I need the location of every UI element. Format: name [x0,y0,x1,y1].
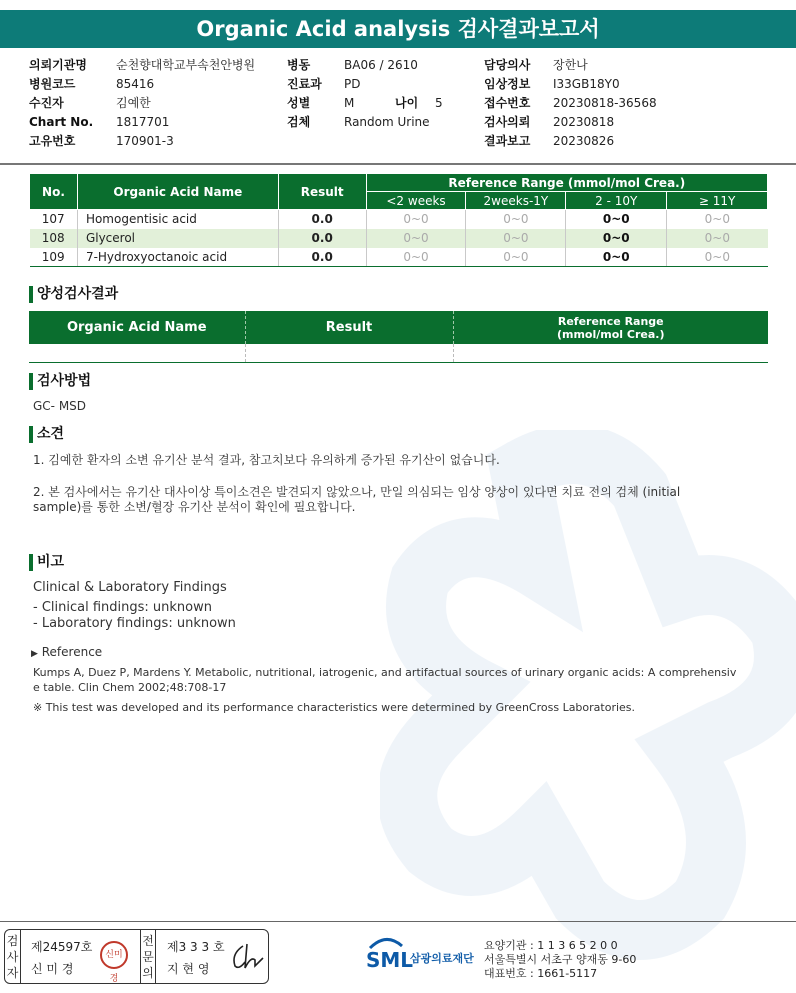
tester-license: 제24597호 [31,940,93,954]
col-header-name: Organic Acid Name [77,174,278,210]
department: PD [344,77,361,91]
pos-col-reference [453,311,768,344]
tester-seal-icon: 신미경 [100,941,128,969]
table-row [29,344,768,362]
reference-citation-1: Kumps A, Duez P, Mardens Y. Metabolic, nutritional, iatrogenic, and artifactual sources of urinary organic acids: A comprehensiv [33,666,737,679]
info-label: 검체 [287,115,311,129]
findings-heading: 소견 [29,424,64,444]
info-label: 검사의뢰 [484,115,531,129]
signature-icon [229,940,265,972]
row-no: 108 [30,229,78,248]
col-header-result: Result [278,174,366,210]
info-label: 나이 [395,96,419,110]
row-range: 0~0 [667,229,768,248]
info-label: 병원코드 [29,77,76,91]
row-no: 109 [30,248,78,267]
row-range: 0~0 [366,210,466,229]
cross-watermark-icon [380,430,796,970]
info-label: 임상정보 [484,77,531,91]
signature-box [4,929,269,984]
row-no: 107 [30,210,78,229]
remarks-subtitle: Clinical & Laboratory Findings [33,580,227,595]
pos-col-result: Result [245,311,453,344]
laboratory-findings: - Laboratory findings: unknown [33,616,236,631]
clinical-info: I33GB18Y0 [553,77,620,91]
row-range: 0~0 [366,229,466,248]
info-label: 결과보고 [484,134,531,148]
col-header-range: 2weeks-1Y [466,192,566,210]
col-header-range: 2 - 10Y [566,192,667,210]
method-heading: 검사방법 [29,371,91,391]
info-label: 진료과 [287,77,322,91]
info-label: 접수번호 [484,96,531,110]
row-range: 0~0 [566,248,667,267]
table-row [30,210,768,229]
findings-line-1: 1. 김예한 환자의 소변 유기산 분석 결과, 참고치보다 유의하게 증가된 유기산이 없습니다. [33,453,500,467]
organization-name: 삼광의료재단 [410,952,474,965]
pos-col-name: Organic Acid Name [29,311,245,344]
col-header-no: No. [30,174,78,210]
patient-info-section [0,56,796,156]
ward: BA06 / 2610 [344,58,418,72]
patient-name: 김예한 [116,96,151,110]
info-label: 고유번호 [29,134,76,148]
report-title: Organic Acid analysis 검사결과보고서 [0,10,796,48]
unique-number: 170901-3 [116,134,174,148]
clinical-findings: - Clinical findings: unknown [33,600,212,615]
table-row [30,229,768,248]
positive-results-heading: 양성검사결과 [29,284,118,304]
col-header-range: ≥ 11Y [667,192,768,210]
info-label: Chart No. [29,115,94,129]
triangle-right-icon: ▶ [31,649,38,659]
pos-ref-line2: (mmol/mol Crea.) [556,327,665,341]
results-table [29,173,768,267]
specialist-name: 지 현 영 [167,962,210,976]
col-header-range: <2 weeks [366,192,466,210]
row-range: 0~0 [466,210,566,229]
phone: 대표번호 : 1661-5117 [484,967,598,980]
row-name: Glycerol [77,229,278,248]
row-range: 0~0 [566,229,667,248]
info-label: 담당의사 [484,58,531,72]
row-range: 0~0 [566,210,667,229]
disclaimer-note: ※ This test was developed and its performance characteristics were determined by GreenCross Laboratories. [33,701,636,714]
hospital-code: 85416 [116,77,155,91]
row-name: Homogentisic acid [77,210,278,229]
pos-ref-line1: Reference Range [557,314,664,328]
reference-label-row [31,645,102,659]
tester-name: 신 미 경 [31,962,74,976]
address: 서울특별시 서초구 양재동 9-60 [484,953,637,966]
footer-divider [0,921,796,922]
table-row [30,248,768,267]
institution-code: 요양기관 : 1 1 3 6 5 2 0 0 [484,939,618,952]
row-name: 7-Hydroxyoctanoic acid [77,248,278,267]
sex: M [344,96,355,110]
logo-text: SML [366,948,414,972]
row-range: 0~0 [366,248,466,267]
info-label: 수진자 [29,96,64,110]
reference-citation-2: e table. Clin Chem 2002;48:708-17 [33,681,227,694]
findings-line-2: 2. 본 검사에서는 유기산 대사이상 특이소견은 발견되지 않았으나, 만일 의심되는 임상 양상이 있다면 치료 전의 검체 (initial [33,485,681,499]
doctor: 장한나 [553,58,588,72]
row-range: 0~0 [466,229,566,248]
tester-label: 검사자 [5,930,21,983]
specialist-license: 제3 3 3 호 [167,940,225,954]
row-range: 0~0 [704,212,730,227]
info-label: 성별 [287,96,311,110]
findings-line-2-cont: sample)를 통한 소변/혈장 유기산 분석이 확인에 필요합니다. [33,500,356,514]
row-result: 0.0 [278,229,366,248]
reference-label: Reference [41,645,103,659]
request-date: 20230818 [553,115,615,129]
specialist-label: 전문의 [140,930,156,983]
section-divider [0,163,796,165]
remarks-heading: 비고 [29,552,64,572]
row-result: 0.0 [278,210,366,229]
row-range: 0~0 [466,248,566,267]
referring-hospital: 순천향대학교부속천안병원 [116,58,256,72]
method-text: GC- MSD [33,399,87,413]
row-range: 0~0 [667,248,768,267]
row-result: 0.0 [278,248,366,267]
chart-number: 1817701 [116,115,170,129]
report-date: 20230826 [553,134,615,148]
col-header-reference: Reference Range (mmol/mol Crea.) [366,174,767,192]
age: 5 [435,96,443,110]
info-label: 병동 [287,58,311,72]
info-label: 의뢰기관명 [29,58,87,72]
receipt-number: 20230818-36568 [553,96,657,110]
specimen: Random Urine [344,115,430,129]
positive-results-table [29,311,768,363]
